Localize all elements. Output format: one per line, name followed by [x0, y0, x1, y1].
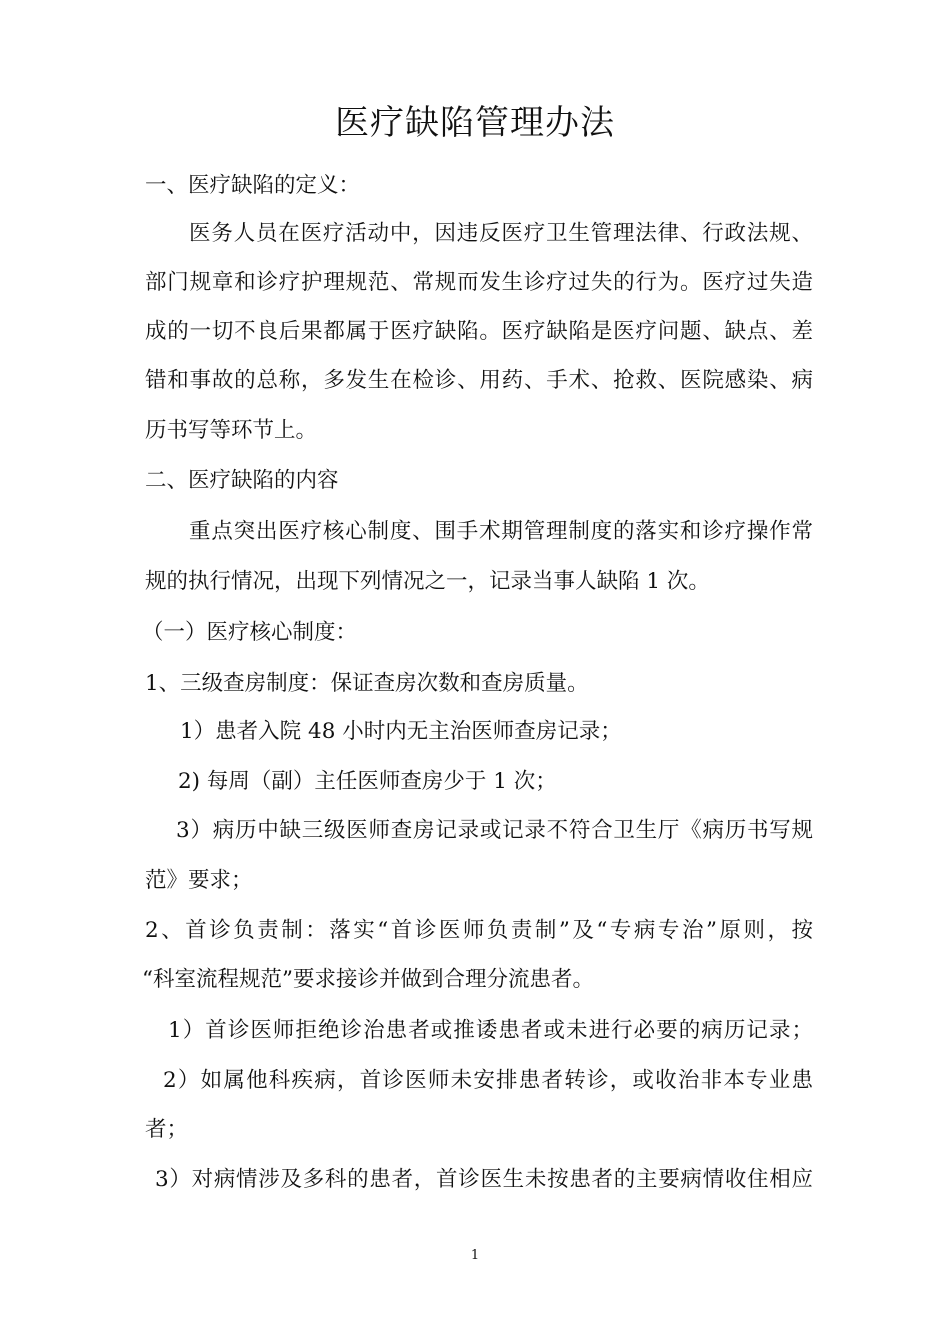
list-subitem: 1）首诊医师拒绝诊治患者或推诿患者或未进行必要的病历记录；	[168, 1018, 813, 1043]
section-heading: 二、医疗缺陷的内容	[145, 468, 339, 493]
paragraph-line: 规的执行情况，出现下列情况之一，记录当事人缺陷 1 次。	[145, 569, 710, 594]
list-subitem: 3）对病情涉及多科的患者，首诊医生未按患者的主要病情收住相应	[155, 1167, 813, 1192]
list-subitem: 3）病历中缺三级医师查房记录或记录不符合卫生厅《病历书写规	[176, 818, 813, 843]
list-item-continuation: “科室流程规范”要求接诊并做到合理分流患者。	[142, 967, 594, 992]
list-subitem-continuation: 者；	[145, 1117, 189, 1142]
list-item: 2、首诊负责制：落实“首诊医师负责制”及“专病专治”原则，按	[145, 918, 813, 943]
document-title: 医疗缺陷管理办法	[335, 103, 615, 143]
section-heading: 一、医疗缺陷的定义：	[145, 173, 361, 198]
list-subitem: 2) 每周（副）主任医师查房少于 1 次；	[178, 769, 557, 794]
list-item: 1、三级查房制度：保证查房次数和查房质量。	[145, 671, 589, 696]
page-number: 1	[470, 1248, 480, 1263]
paragraph-line: 医务人员在医疗活动中，因违反医疗卫生管理法律、行政法规、	[189, 221, 813, 246]
paragraph-line: 成的一切不良后果都属于医疗缺陷。医疗缺陷是医疗问题、缺点、差	[145, 319, 813, 344]
paragraph-line: 错和事故的总称，多发生在检诊、用药、手术、抢救、医院感染、病	[145, 368, 813, 393]
subsection-heading: （一）医疗核心制度：	[142, 620, 358, 645]
list-subitem: 1）患者入院 48 小时内无主治医师查房记录；	[180, 719, 622, 744]
list-subitem: 2）如属他科疾病，首诊医师未安排患者转诊，或收治非本专业患	[163, 1068, 813, 1093]
paragraph-line: 历书写等环节上。	[145, 418, 318, 443]
paragraph-line: 部门规章和诊疗护理规范、常规而发生诊疗过失的行为。医疗过失造	[145, 270, 813, 295]
paragraph-line: 重点突出医疗核心制度、围手术期管理制度的落实和诊疗操作常	[189, 519, 813, 544]
list-subitem-continuation: 范》要求；	[145, 868, 253, 893]
